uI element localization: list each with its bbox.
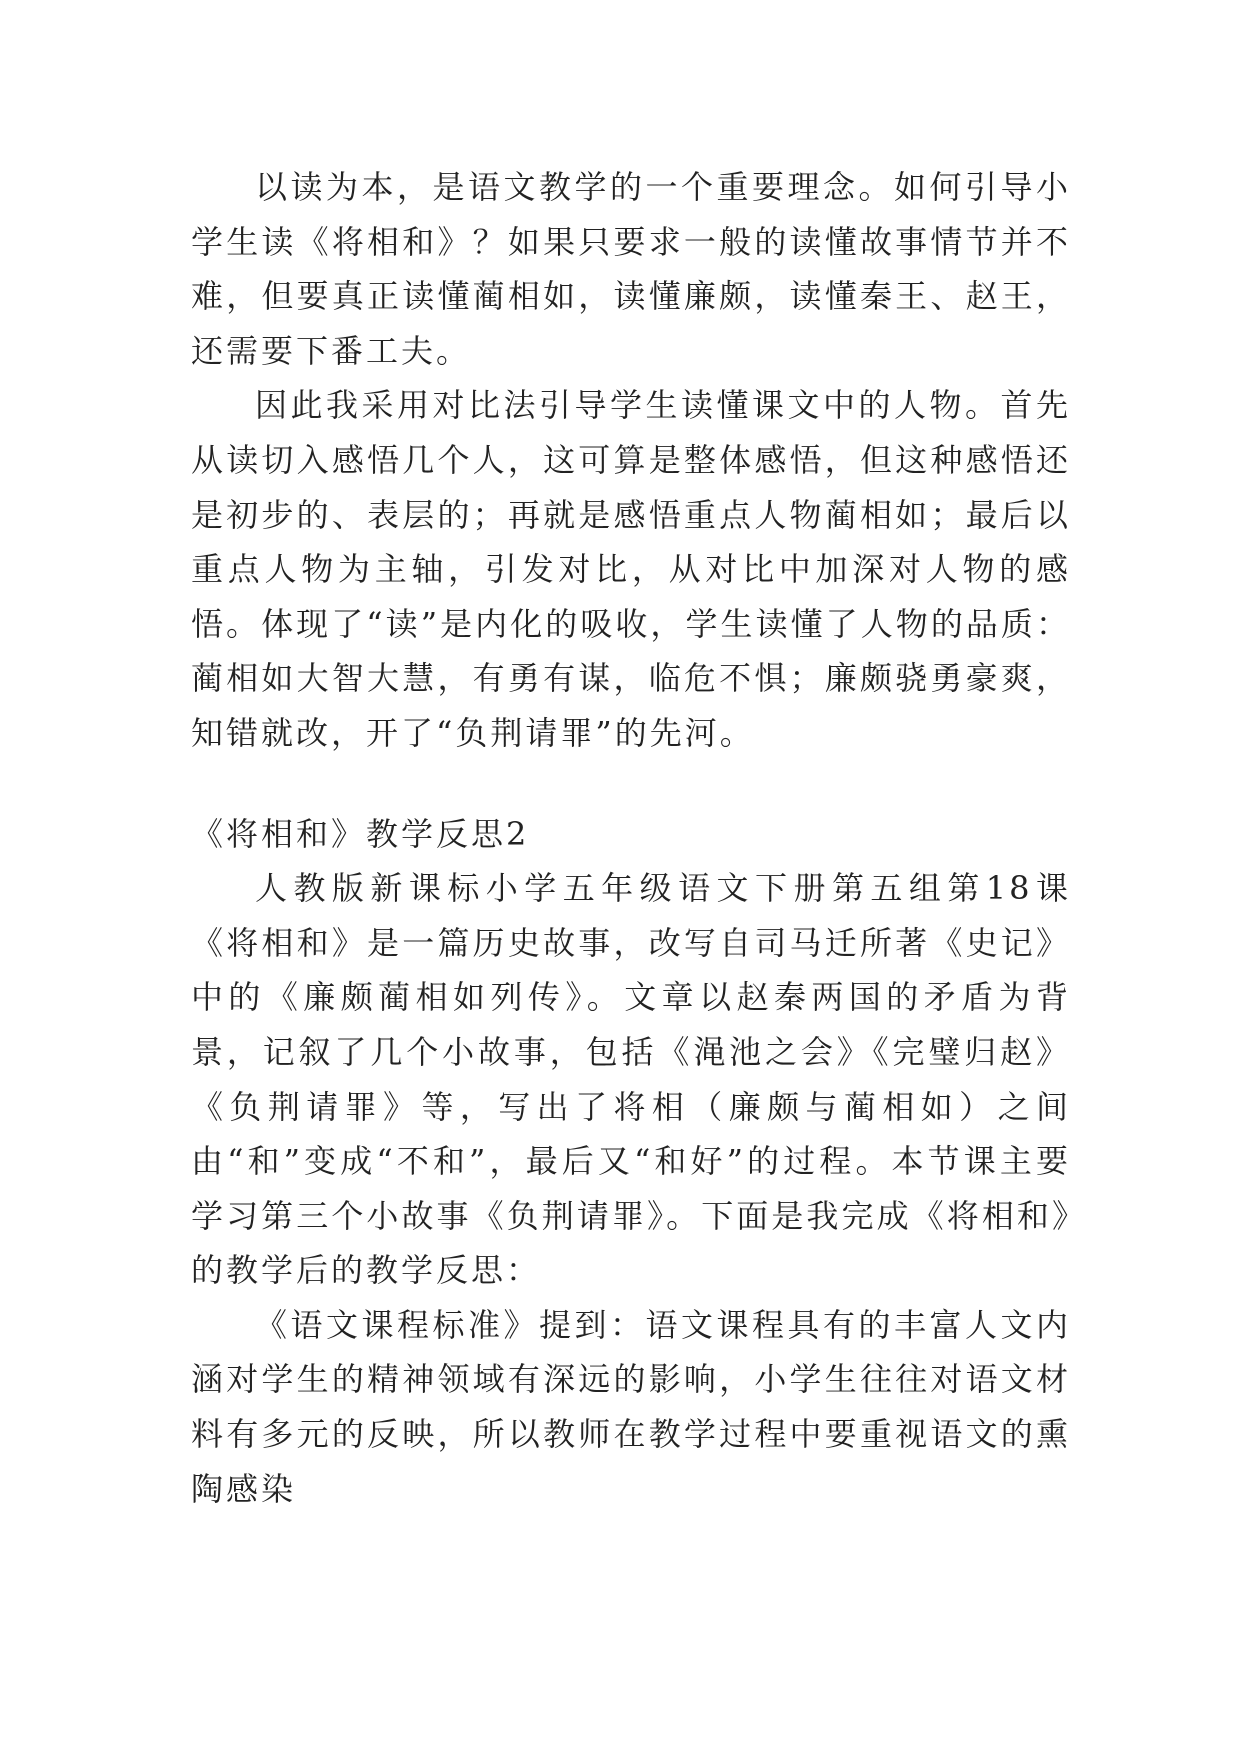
paragraph-curriculum-standard: 《语文课程标准》提到：语文课程具有的丰富人文内涵对学生的精神领域有深远的影响，小学生往往对语文材料有多元的反映，所以教师在教学过程中要重视语文的熏陶感染 [191,1305,1071,1508]
section-heading-reflection-2: 《将相和》教学反思2 [191,814,530,853]
document-body [191,160,1071,1516]
paragraph-lesson-intro: 人教版新课标小学五年级语文下册第五组第18课《将相和》是一篇历史故事，改写自司马迁所著《史记》中的《廉颇蔺相如列传》。文章以赵秦两国的矛盾为背景，记叙了几个小故事，包括《渑池之会》《完璧归赵》《负荆请罪》等，写出了将相（廉颇与蔺相如）之间由“和”变成“不和”，最后又“和好”的过程。本节课主要学习第三个小故事《负荆请罪》。下面是我完成《将相和》的教学后的教学反思： [191,869,1071,1290]
paragraph-comparison-method: 因此我采用对比法引导学生读懂课文中的人物。首先从读切入感悟几个人，这可算是整体感悟，但这种感悟还是初步的、表层的；再就是感悟重点人物蔺相如；最后以重点人物为主轴，引发对比，从对比中加深对人物的感悟。体现了“读”是内化的吸收，学生读懂了人物的品质：蔺相如大智大慧，有勇有谋，临危不惧；廉颇骁勇豪爽，知错就改，开了“负荆请罪”的先河。 [191,386,1071,752]
paragraph-reading-principle: 以读为本，是语文教学的一个重要理念。如何引导小学生读《将相和》？如果只要求一般的读懂故事情节并不难，但要真正读懂蔺相如，读懂廉颇，读懂秦王、赵王，还需要下番工夫。 [191,168,1071,370]
